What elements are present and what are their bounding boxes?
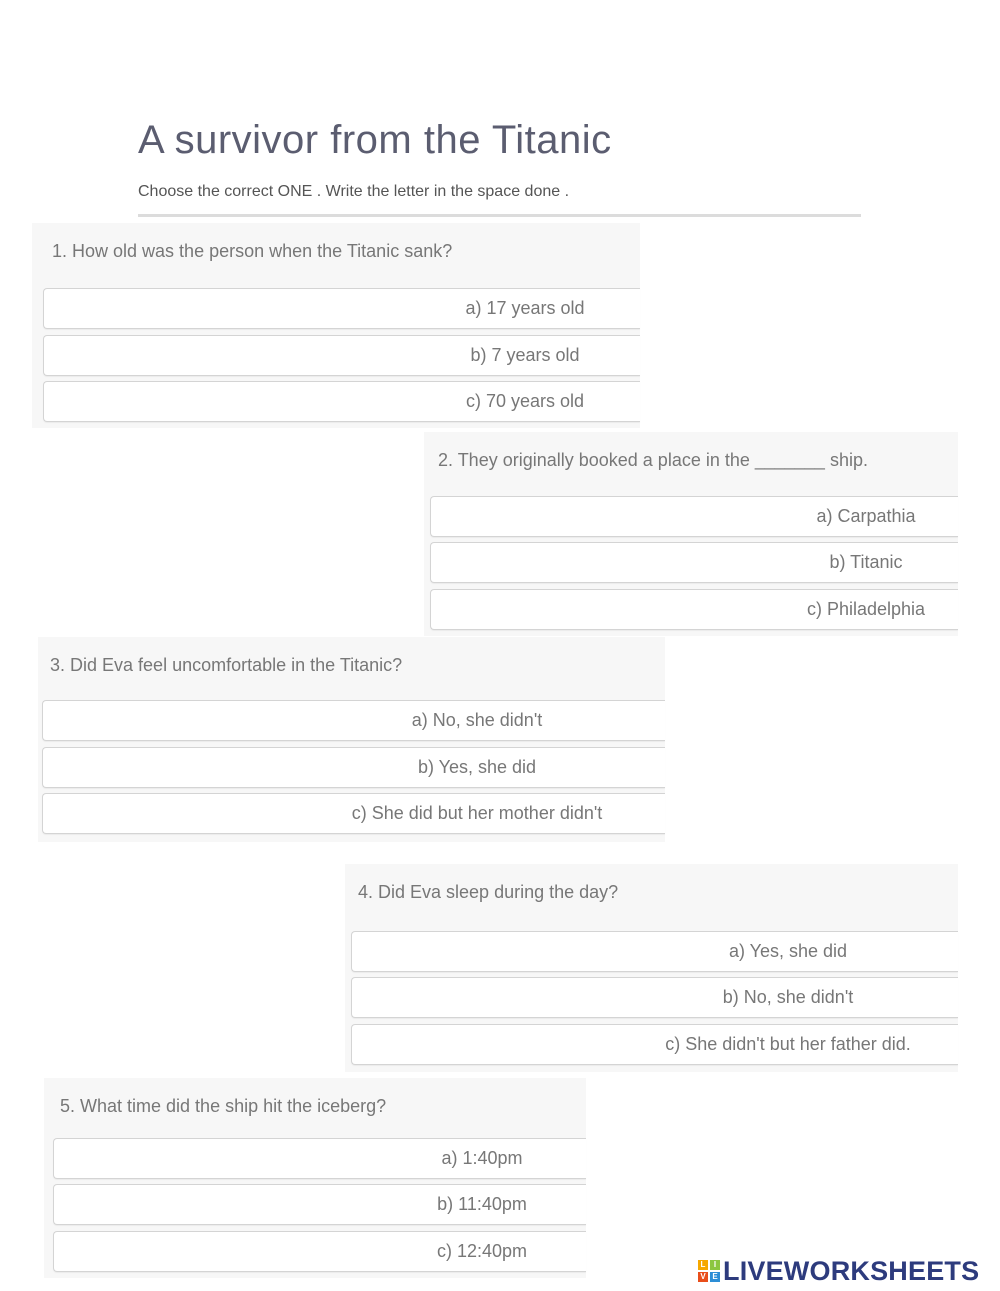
option-label: b) No, she didn't — [722, 987, 854, 1007]
liveworksheets-logo — [698, 1255, 979, 1287]
option-label: b) 7 years old — [470, 345, 580, 365]
question-3-option-a[interactable] — [42, 700, 665, 741]
option-label: b) 11:40pm — [437, 1194, 527, 1214]
logo-badge-letter: I — [710, 1260, 720, 1270]
logo-badge-letter: V — [698, 1272, 708, 1282]
question-3-option-b[interactable] — [42, 747, 665, 788]
question-3 — [38, 637, 665, 842]
question-2-text: 2. They originally booked a place in the _______ ship. — [438, 450, 868, 470]
question-1-option-c[interactable] — [43, 381, 640, 422]
option-label: a) Carpathia — [816, 506, 916, 526]
option-label: c) Philadelphia — [806, 599, 926, 619]
option-label: a) 1:40pm — [441, 1148, 523, 1168]
question-4-text: 4. Did Eva sleep during the day? — [358, 882, 619, 902]
logo-badge-letter: E — [710, 1272, 720, 1282]
question-5-option-a[interactable] — [53, 1138, 586, 1179]
question-2-option-b[interactable] — [430, 542, 958, 583]
question-4-option-b[interactable] — [351, 977, 958, 1018]
logo-badge-icon — [698, 1260, 720, 1282]
logo-badge-letter: L — [698, 1260, 708, 1270]
question-2-option-c[interactable] — [430, 589, 958, 630]
option-label: a) No, she didn't — [411, 710, 543, 730]
option-label: a) Yes, she did — [728, 941, 848, 961]
question-5 — [44, 1078, 586, 1278]
question-5-option-b[interactable] — [53, 1184, 586, 1225]
question-5-option-c[interactable] — [53, 1231, 586, 1272]
instructions: Choose the correct ONE . Write the letter in the space done . — [138, 183, 570, 200]
question-4-option-c[interactable] — [351, 1024, 958, 1065]
option-label: c) 70 years old — [465, 391, 585, 411]
question-4 — [345, 864, 958, 1072]
question-4-option-a[interactable] — [351, 931, 958, 972]
option-label: a) 17 years old — [465, 298, 585, 318]
question-2-option-a[interactable] — [430, 496, 958, 537]
logo-text: LIVEWORKSHEETS — [723, 1255, 980, 1286]
question-1-option-a[interactable] — [43, 288, 640, 329]
question-1 — [32, 223, 640, 428]
question-1-option-b[interactable] — [43, 335, 640, 376]
option-label: b) Titanic — [829, 552, 903, 572]
option-label: c) 12:40pm — [436, 1241, 528, 1261]
question-5-text: 5. What time did the ship hit the iceberg? — [60, 1096, 387, 1116]
option-label: c) She didn't but her father did. — [665, 1034, 911, 1054]
option-label: c) She did but her mother didn't — [351, 803, 603, 823]
question-3-option-c[interactable] — [42, 793, 665, 834]
title-divider — [138, 214, 861, 217]
question-2 — [424, 432, 958, 636]
option-label: b) Yes, she did — [417, 757, 537, 777]
question-3-text: 3. Did Eva feel uncomfortable in the Titanic? — [50, 655, 403, 675]
question-1-text: 1. How old was the person when the Titanic sank? — [52, 241, 453, 261]
page-title: A survivor from the Titanic — [138, 118, 612, 162]
